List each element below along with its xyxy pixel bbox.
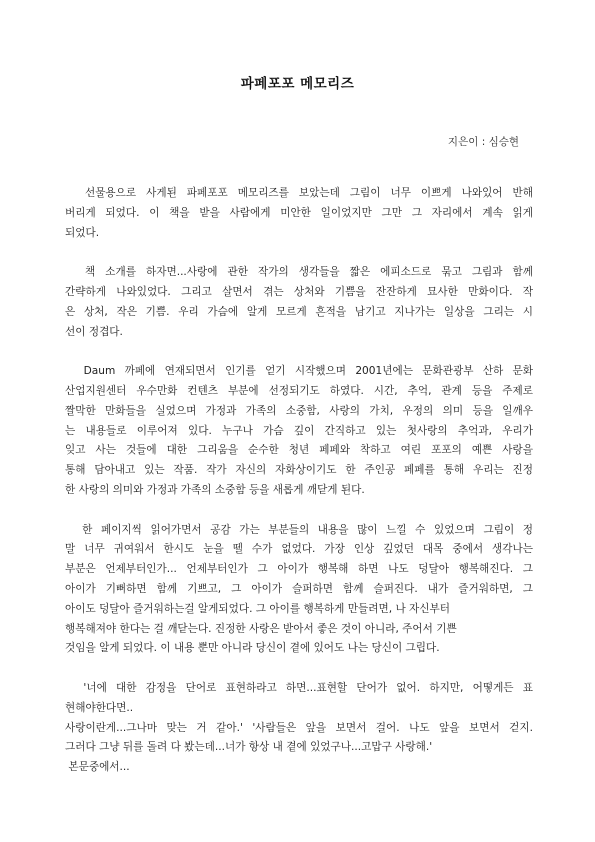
text-line: 부분은 언제부터인가... 언제부터인가 그 아이가 행복해 하면 나도 덩달아 행복해진다. 그 [65,563,533,576]
text-line: 잊고 사는 것들에 대한 그리움을 순수한 청년 페페와 착하고 여린 포포의 예쁜 사랑을 [65,444,533,457]
text-line: 것임을 알게 되었다. 이 내용 뿐만 아니라 당신이 곁에 있어도 나는 당신이 그립다. [65,642,440,655]
text-line: 행복해져야 한다는 걸 깨닫는다. 진정한 사랑은 받아서 좋은 것이 아니라, 주어서 기쁜 [65,622,457,635]
text-line: 한 사랑의 의미와 가정과 가족의 소중함 등을 새롭게 깨닫게 된다. [65,483,365,496]
text-line: Daum 까페에 연재되면서 인기를 얻기 시작했으며 2001년에는 문화관광부 산하 문화 [65,365,533,378]
document-body [65,184,533,778]
paragraph-background [65,362,533,501]
text-line: 되었다. [65,226,100,239]
text-line: 책 소개를 하자면...사랑에 관한 작가의 생각들을 짧은 에피소드로 묶고 그림과 함께 [65,266,533,279]
text-line: 아이도 덩달아 즐거워하는걸 알게되었다. 그 아이를 행복하게 만들려면, 나 자신부터 [65,602,450,615]
text-line: 아이가 기뻐하면 함께 기쁘고, 그 아이가 슬퍼하면 함께 슬퍼진다. 내가 즐거워하면, 그 [65,582,533,595]
text-line: 짤막한 만화들을 실었으며 가정과 가족의 소중함, 사랑의 가치, 우정의 의미 등을 일깨우 [65,404,533,417]
document-title: 파페포포 메모리즈 [240,76,355,92]
text-line: 한 페이지씩 읽어가면서 공감 가는 부분들의 내용을 많이 느낄 수 있었으며 그림이 정 [65,523,533,536]
text-line: 현해야한다면.. [65,701,134,714]
text-line: 선물용으로 사게된 파페포포 메모리즈를 보았는데 그림이 너무 이쁘게 나와있어 반해 [65,187,533,199]
text-line: 산업지원센터 우수만화 컨텐츠 부분에 선정되기도 하였다. 시간, 추억, 관계 등을 주제로 [65,384,533,397]
text-line: 그러다 그냥 뒤를 돌려 다 봤는데...너가 항상 내 곁에 있었구나...고맙구 사랑해.' [65,741,433,754]
text-line: 통해 담아내고 있는 작품. 작가 자신의 자화상이기도 한 주인공 페페를 통해 우리는 진정 [65,464,533,477]
text-line: 본문중에서... [65,761,130,774]
text-line: 은 상처, 작은 기쁨. 우리 가슴에 알게 모르게 흔적을 남기고 지나가는 일상을 그리는 시 [65,305,533,318]
text-line: '너에 대한 감정을 단어로 표현하라고 하면...표현할 단어가 없어. 하지만, 어떻게든 표 [65,681,533,694]
paragraph-quote [65,679,533,778]
text-line: 버리게 되었다. 이 책을 받을 사람에게 미안한 일이었지만 그만 그 자리에서 계속 읽게 [65,206,533,219]
text-line: 는 내용들로 이루어져 있다. 누구나 가슴 깊이 간직하고 있는 첫사랑의 추억과, 우리가 [65,424,533,437]
text-line: 말 너무 귀여워서 한시도 눈을 뗄 수가 없었다. 가장 인상 깊었던 대목 중에서 생각나는 [65,543,533,556]
text-line: 선이 정겹다. [65,325,123,338]
text-line: 간략하게 나와있었다. 그리고 살면서 겪는 상처와 기쁨을 잔잔하게 묘사한 만화이다. 작 [65,285,533,298]
paragraph-book-intro [65,263,533,342]
paragraph-impressions [65,521,533,660]
paragraph-intro [65,184,533,243]
author-line: 지은이 : 심승현 [447,136,519,148]
text-line: 사랑이란게...그나마 맞는 거 같아.' '사람들은 앞을 보면서 걸어. 나도 앞을 보면서 걷지. [65,721,533,734]
